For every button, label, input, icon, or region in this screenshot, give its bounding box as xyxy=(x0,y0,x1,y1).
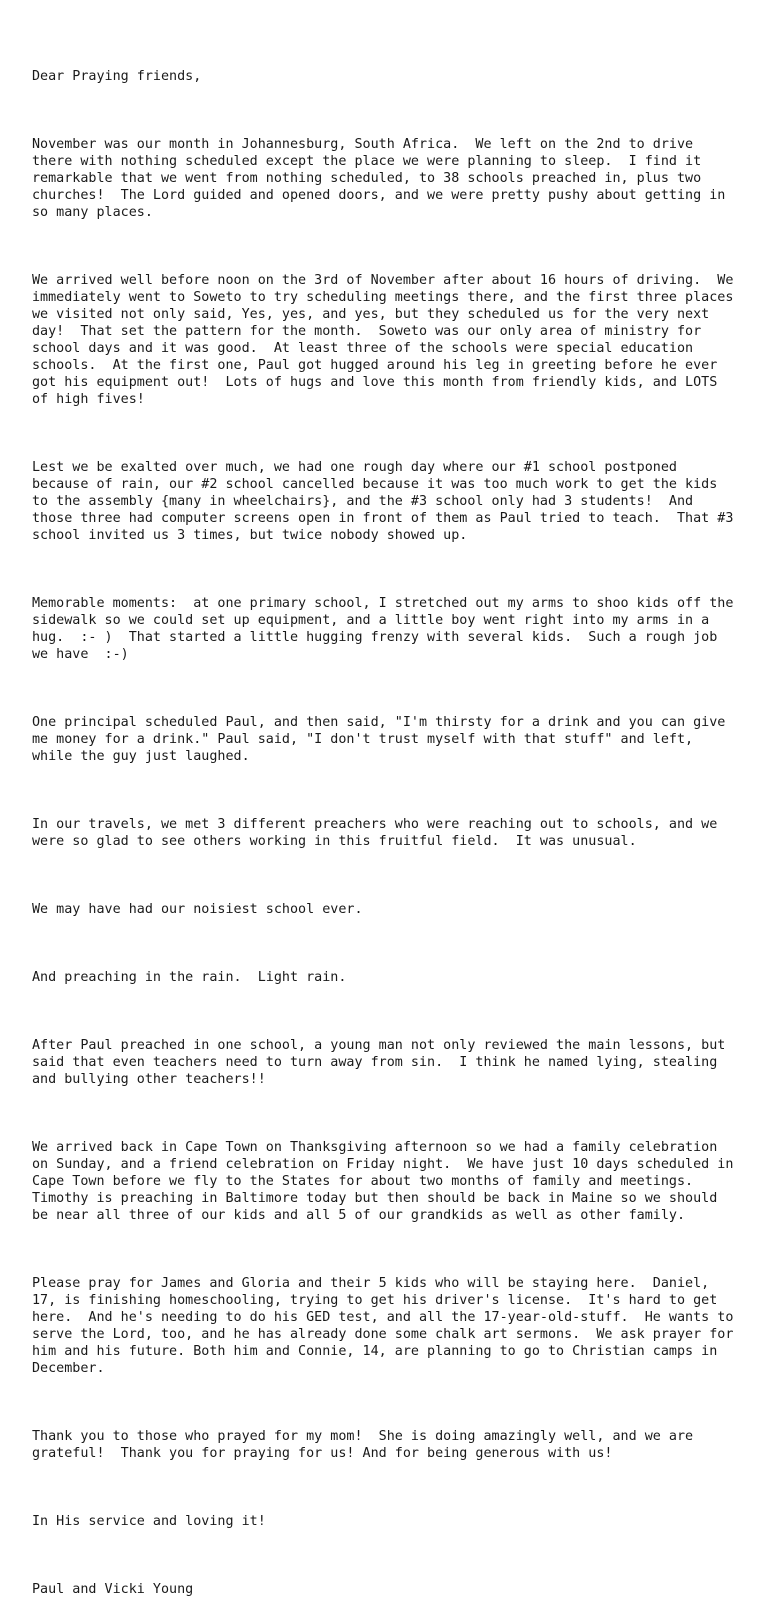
paragraph-young-man: After Paul preached in one school, a young man not only reviewed the main lessons, but said that even teachers need to turn away from sin. I think he named lying, stealing and bullying other teachers!! xyxy=(32,1038,726,1087)
letter-greeting: Dear Praying friends, xyxy=(32,69,202,84)
paragraph-soweto: We arrived well before noon on the 3rd of November after about 16 hours of driving. We immediately went to Soweto to try scheduling meetings there, and the first three places we visited not only said, Yes, yes, and yes, but they scheduled us for the very next day! That set the pattern for the month. Soweto was our only area of ministry for school days and it was good. At least three of the schools were special education schools. At the first one, Paul got hugged around his leg in greeting before he ever got his equipment out! Lots of hugs and love this month from friendly kids, and LOTS of high fives! xyxy=(32,273,734,407)
letter-body xyxy=(32,34,742,1615)
paragraph-prayer-request: Please pray for James and Gloria and their 5 kids who will be staying here. Daniel, 17, is finishing homeschooling, trying to get his driver's license. It's hard to get here. And he's needing to do his GED test, and all the 17-year-old-stuff. He wants to serve the Lord, too, and he has already done some chalk art sermons. We ask prayer for him and his future. Both him and Connie, 14, are planning to go to Christian camps in December. xyxy=(32,1276,734,1376)
paragraph-other-preachers: In our travels, we met 3 different preachers who were reaching out to schools, and we were so glad to see others working in this fruitful field. It was unusual. xyxy=(32,817,718,849)
paragraph-noisiest-school: We may have had our noisiest school ever. xyxy=(32,902,363,917)
paragraph-rain: And preaching in the rain. Light rain. xyxy=(32,970,347,985)
letter-closing: In His service and loving it! xyxy=(32,1514,266,1529)
paragraph-johannesburg: November was our month in Johannesburg, South Africa. We left on the 2nd to drive there with nothing scheduled except the place we were planning to sleep. I find it remarkable that we went from nothing scheduled, to 38 schools preached in, plus two churches! The Lord guided and opened doors, and we were pretty pushy about getting in so many places. xyxy=(32,137,726,220)
paragraph-memorable-moments: Memorable moments: at one primary school, I stretched out my arms to shoo kids off the sidewalk so we could set up equipment, and a little boy went right into my arms in a hug. :- ) That started a little hugging frenzy with several kids. Such a rough job we have :-) xyxy=(32,596,734,662)
paragraph-cape-town: We arrived back in Cape Town on Thanksgiving afternoon so we had a family celebration on Sunday, and a friend celebration on Friday night. We have just 10 days scheduled in Cape Town before we fly to the States for about two months of family and meetings. Timothy is preaching in Baltimore today but then should be back in Maine so we should be near all three of our kids and all 5 of our grandkids as well as other family. xyxy=(32,1140,734,1223)
letter-signature: Paul and Vicki Young xyxy=(32,1582,194,1597)
paragraph-thanks: Thank you to those who prayed for my mom! She is doing amazingly well, and we are grateful! Thank you for praying for us! And for being generous with us! xyxy=(32,1429,694,1461)
paragraph-rough-day: Lest we be exalted over much, we had one rough day where our #1 school postponed because of rain, our #2 school cancelled because it was too much work to get the kids to the assembly {many in wheelchairs}, and the #3 school only had 3 students! And those three had computer screens open in front of them as Paul tried to teach. That #3 school invited us 3 times, but twice nobody showed up. xyxy=(32,460,734,543)
paragraph-principal: One principal scheduled Paul, and then said, "I'm thirsty for a drink and you can give me money for a drink." Paul said, "I don't trust myself with that stuff" and left, while the guy just laughed. xyxy=(32,715,726,764)
